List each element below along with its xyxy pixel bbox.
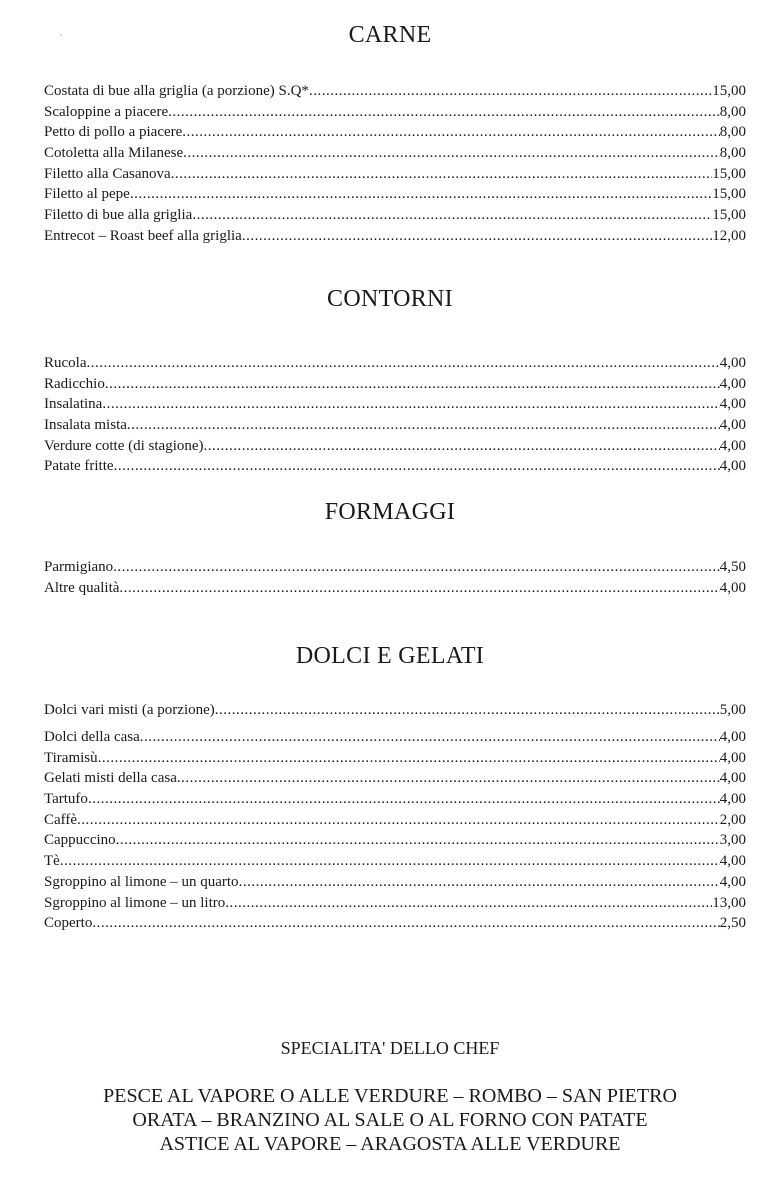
dot-leader [204,436,720,457]
dot-leader [192,205,712,226]
item-name: Radicchio [44,375,105,392]
section-title-carne: CARNE [348,22,432,48]
item-name: Dolci vari misti (a porzione) [44,702,215,718]
item-name: Sgroppino al limone – un litro [44,894,226,911]
item-price: 15,00 [712,165,746,182]
item-price: 4,00 [719,749,746,766]
list-item [44,81,746,102]
list-item [44,748,746,769]
item-name: Dolci della casa [44,729,140,745]
item-name: Tè [44,853,60,870]
list-item [44,700,746,727]
item-price: 4,00 [719,729,746,745]
item-name: Patate fritte [44,458,114,475]
dot-leader [105,374,720,395]
list-item [44,578,746,599]
item-price: 4,00 [719,458,746,475]
item-name: Cotoletta alla Milanese [44,145,184,162]
menu-list-contorni [44,353,746,477]
item-name: Filetto di bue alla griglia [44,207,193,224]
item-price: 4,00 [719,770,746,787]
item-name: Tartufo [44,791,88,808]
item-price: 4,00 [719,355,746,371]
item-name: Gelati misti della casa [44,770,177,787]
item-price: 15,00 [712,186,746,203]
item-name: Entrecot – Roast beef alla griglia [44,227,242,244]
item-name: Insalata mista [44,417,127,434]
dot-leader [130,184,712,205]
specials-line: ORATA – BRANZINO AL SALE O AL FORNO CON PATATE [132,1109,648,1131]
item-price: 4,50 [719,559,746,575]
list-item [44,851,746,872]
dot-leader [177,768,720,789]
list-item [44,164,746,185]
item-name: Costata di bue alla griglia (a porzione) S.Q* [44,83,309,99]
dot-leader [98,748,720,769]
list-item [44,122,746,143]
list-item [44,102,746,123]
dot-leader [239,872,720,893]
dot-leader [88,789,720,810]
specials-block [0,1084,780,1156]
item-price: 13,00 [712,894,746,911]
dot-leader [87,353,720,374]
dot-leader [127,415,720,436]
section-title-formaggi: FORMAGGI [324,499,456,525]
list-item [44,893,746,914]
dot-leader [113,557,720,578]
item-name: Insalatina [44,396,103,413]
menu-list-carne [44,81,746,247]
list-item [44,768,746,789]
dot-leader [242,226,712,247]
item-price: 4,00 [719,396,746,413]
list-item [44,557,746,578]
item-price: 15,00 [712,207,746,224]
list-item [44,830,746,851]
item-name: Tiramisù [44,749,98,766]
list-item [44,374,746,395]
dot-leader [140,727,720,748]
item-price: 4,00 [719,579,746,596]
item-price: 4,00 [719,375,746,392]
item-name: Rucola [44,355,87,371]
item-price: 12,00 [712,227,746,244]
dot-leader [119,578,719,599]
dot-leader [215,700,720,721]
item-price: 4,00 [719,437,746,454]
list-item [44,226,746,247]
specials-line: PESCE AL VAPORE O ALLE VERDURE – ROMBO – SAN PIETRO [103,1085,677,1107]
list-item [44,394,746,415]
list-item [44,913,746,934]
item-price: 4,00 [719,853,746,870]
menu-list-formaggi [44,557,746,598]
item-name: Verdure cotte (di stagione) [44,437,204,454]
dot-leader [102,394,719,415]
item-price: 8,00 [719,124,746,141]
list-item [44,436,746,457]
item-name: Filetto al pepe [44,186,130,203]
item-name: Petto di pollo a piacere [44,124,183,141]
list-item [44,727,746,748]
list-item [44,415,746,436]
item-price: 4,00 [719,873,746,890]
item-price: 2,00 [719,811,746,828]
item-price: 8,00 [719,145,746,162]
item-name: Scaloppine a piacere [44,103,169,120]
item-name: Caffè [44,811,78,828]
section-title-contorni: CONTORNI [327,286,453,312]
menu-list-dolci-e-gelati [44,700,746,934]
dot-leader [116,830,720,851]
item-name: Cappuccino [44,832,116,849]
item-name: Altre qualità [44,579,120,596]
item-price: 5,00 [719,702,746,718]
dot-leader [77,810,720,831]
item-name: Parmigiano [44,559,114,575]
item-price: 8,00 [719,103,746,120]
item-price: 15,00 [712,83,746,99]
item-price: 4,00 [719,417,746,434]
item-price: 2,50 [719,915,746,932]
item-name: Filetto alla Casanova [44,165,171,182]
dot-leader [171,164,713,185]
dot-leader [92,913,719,934]
specials-title: SPECIALITA' DELLO CHEF [280,1038,500,1058]
list-item [44,353,746,374]
dot-leader [60,851,720,872]
list-item [44,872,746,893]
list-item [44,205,746,226]
item-name: Coperto [44,915,93,932]
dot-leader [309,81,712,102]
specials-line: ASTICE AL VAPORE – ARAGOSTA ALLE VERDURE [159,1133,621,1155]
dot-leader [182,122,719,143]
list-item [44,810,746,831]
list-item [44,456,746,477]
section-title-dolci-e-gelati: DOLCI E GELATI [295,643,485,669]
dot-leader [114,456,720,477]
dot-leader [225,893,712,914]
dot-leader [183,143,720,164]
item-price: 3,00 [719,832,746,849]
list-item [44,789,746,810]
item-name: Sgroppino al limone – un quarto [44,873,239,890]
list-item [44,184,746,205]
item-price: 4,00 [719,791,746,808]
dot-leader [168,102,720,123]
list-item [44,143,746,164]
